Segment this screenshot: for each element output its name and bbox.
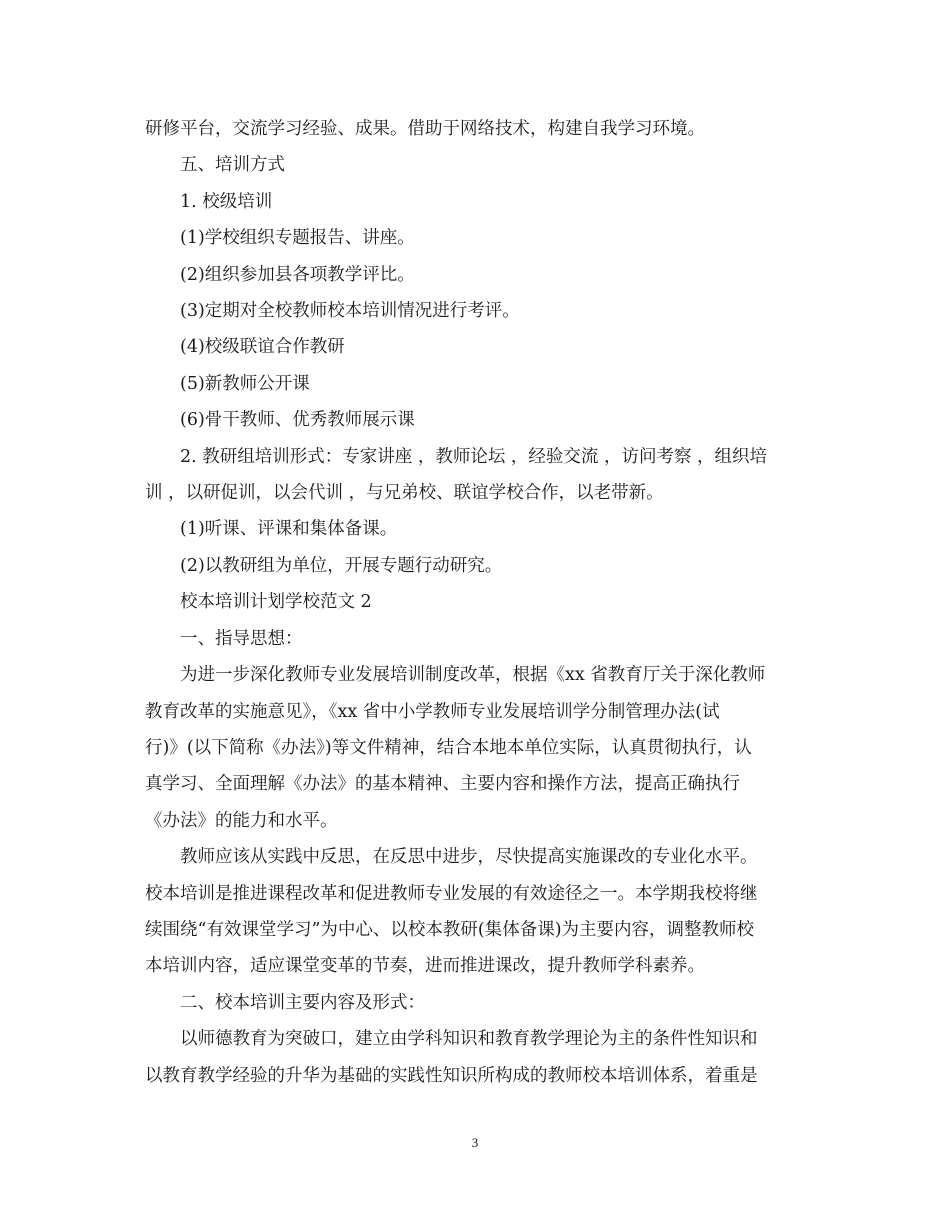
text-line: 训 ，以研促训，以会代训 ，与兄弟校、联谊学校合作，以老带新。 bbox=[145, 483, 664, 504]
text-line: 教育改革的实施意见》，《xx 省中小学教师专业发展培训学分制管理办法(试 bbox=[145, 701, 720, 722]
text-line: 续围绕“有效课堂学习”为中心、以校本教研(集体备课)为主要内容，调整教师校 bbox=[145, 919, 755, 940]
subsection-heading: 2. 教研组培训形式：专家讲座 ，教师论坛 ，经验交流 ，访问考察 ，组织培 bbox=[180, 446, 768, 467]
text-line: 行)》(以下简称《办法》)等文件精神，结合本地本单位实际，认真贯彻执行，认 bbox=[145, 737, 752, 758]
section-heading: 二、校本培训主要内容及形式： bbox=[180, 992, 425, 1013]
list-item: (2)组织参加县各项教学评比。 bbox=[180, 264, 415, 285]
list-item: (1)听课、评课和集体备课。 bbox=[180, 519, 398, 540]
text-line: 本培训内容，适应课堂变革的节奏，进而推进课改，提升教师学科素养。 bbox=[145, 956, 705, 977]
list-item: (5)新教师公开课 bbox=[180, 373, 310, 394]
text-line: 真学习、全面理解《办法》的基本精神、主要内容和操作方法，提高正确执行 bbox=[145, 774, 740, 795]
list-item: (2)以教研组为单位，开展专题行动研究。 bbox=[180, 555, 503, 576]
text-line: 以教育教学经验的升华为基础的实践性知识所构成的教师校本培训体系，着重是 bbox=[145, 1065, 758, 1086]
list-item: (1)学校组织专题报告、讲座。 bbox=[180, 228, 415, 249]
text-line: 研修平台，交流学习经验、成果。借助于网络技术，构建自我学习环境。 bbox=[145, 119, 705, 139]
subsection-heading: 1. 校级培训 bbox=[180, 191, 273, 212]
text-line: 教师应该从实践中反思，在反思中进步，尽快提高实施课改的专业化水平。 bbox=[180, 847, 758, 868]
document-title: 校本培训计划学校范文 2 bbox=[180, 592, 372, 613]
list-item: (3)定期对全校教师校本培训情况进行考评。 bbox=[180, 301, 520, 322]
text-line: 为进一步深化教师专业发展培训制度改革，根据《xx 省教育厅关于深化教师 bbox=[180, 665, 766, 686]
document-body bbox=[145, 111, 805, 1094]
list-item: (6)骨干教师、优秀教师展示课 bbox=[180, 410, 415, 431]
text-line: 以师德教育为突破口，建立由学科知识和教育教学理论为主的条件性知识和 bbox=[180, 1029, 758, 1050]
list-item: (4)校级联谊合作教研 bbox=[180, 337, 345, 358]
text-line: 《办法》的能力和水平。 bbox=[145, 810, 338, 831]
section-heading: 一、指导思想： bbox=[180, 628, 303, 649]
section-heading: 五、培训方式 bbox=[180, 155, 285, 176]
text-line: 校本培训是推进课程改革和促进教师专业发展的有效途径之一。本学期我校将继 bbox=[145, 883, 758, 904]
page-number: 3 bbox=[471, 1135, 479, 1150]
